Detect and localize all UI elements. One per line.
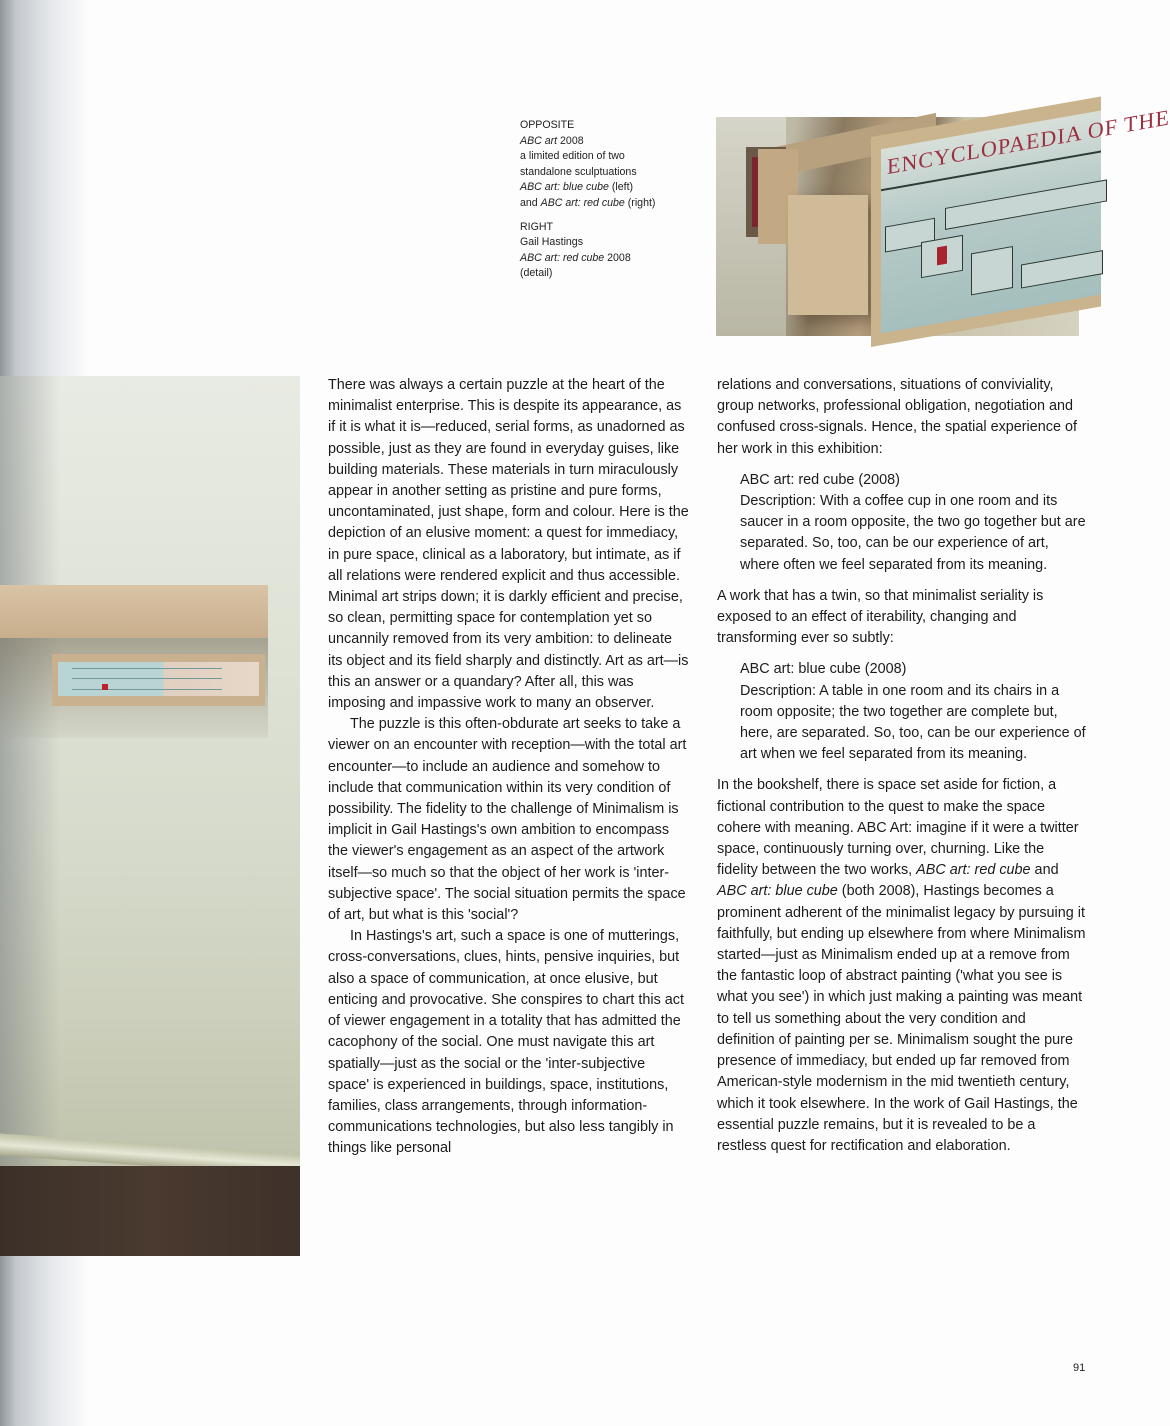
- photo-panel-line: [72, 678, 222, 679]
- figure-caption: [520, 118, 705, 282]
- caption-right-title: [520, 251, 705, 267]
- photo-red-cube: [937, 246, 947, 266]
- work-title: ABC art: blue cube (2008): [740, 661, 907, 678]
- photo-diagram-box: [945, 179, 1107, 230]
- paragraph: [717, 775, 1087, 1157]
- paragraph-text: In the bookshelf, there is space set aside for fiction, a fictional contribution to the quest to make the space cohere with meaning. ABC Art: imagine if it were a twitter space, continuously turning over, churning. Like the fidelity between the two works,: [717, 777, 1079, 879]
- caption-position: (left): [608, 181, 634, 194]
- caption-opposite-line: [520, 196, 705, 212]
- caption-opposite-line: a limited edition of two: [520, 150, 625, 163]
- photo-display-panel: [58, 662, 259, 696]
- caption-right-label: RIGHT: [520, 220, 553, 233]
- photo-panel-line: [72, 689, 222, 690]
- caption-right-artist: Gail Hastings: [520, 236, 583, 249]
- work-description-red-cube: [740, 470, 1087, 576]
- artwork-photo-gallery-wall: [0, 376, 300, 1247]
- work-title: ABC art: red cube (2008): [740, 471, 900, 488]
- caption-right-detail: (detail): [520, 267, 553, 280]
- photo-shelf-top: [0, 585, 268, 638]
- work-title-inline: ABC art: red cube: [916, 862, 1031, 879]
- photo-display-frame: [871, 96, 1170, 347]
- paragraph: The puzzle is this often-obdurate art seeks to take a viewer on an encounter with reception—with the total art encounter—to include an audience and somehow to include that communication within its very condition of possibility. The fidelity to the challenge of Minimalism is implicit in Gail Hastings's own ambition to encompass the viewer's engagement as an aspect of the artwork itself—so much so that the object of her work is 'inter-subjective space'. The social situation permits the space of art, but what is this 'social'?: [328, 716, 687, 924]
- caption-opposite-line: [520, 180, 705, 196]
- caption-position: (right): [624, 196, 656, 209]
- work-description-blue-cube: [740, 659, 1087, 765]
- artwork-photo-detail: [716, 104, 1170, 336]
- paragraph-text: (both 2008), Hastings becomes a prominent adherent of the minimalist legacy by pursuing it faithfully, but ending up elsewhere from where Minimalism started—just as Minimalism ended up at a remove from the fantastic loop of abstract painting ('what you see is what you see') in which just making a painting was meant to tell us something about the very condition and definition of painting per se. Minimalism sought the pure presence of immediacy, but ended up far removed from American-style modernism in the mid twentieth century, which it took elsewhere. In the work of Gail Hastings, the essential puzzle remains, but it is revealed to be a restless quest for rectification and elaboration.: [717, 883, 1086, 1154]
- body-text-right-column: [717, 375, 1087, 1157]
- paragraph: There was always a certain puzzle at the heart of the minimalist enterprise. This is despite its appearance, as if it is what it is—reduced, serial forms, as unadorned as possible, just as they are found in everyday guises, like building materials. These materials in turn miraculously appear in another setting as pristine and pure forms, uncontaminated, just shape, form and colour. Here is the depiction of an elusive moment: a quest for immediacy, in pure space, clinical as a laboratory, but intimate, as if all relations were rendered explicit and thus accessible. Minimal art strips down; it is darkly efficient and precise, so clean, permitting space for contemplation yet so uncannily removed from its very ambition: to delineate its object and its field sharply and distinctly. Art as art—is this an answer or a quandary? After all, this was imposing and impassive work to many an observer.: [328, 377, 689, 712]
- paragraph: In Hastings's art, such a space is one of mutterings, cross-conversations, clues, hints, pensive inquiries, but also a space of communication, at once elusive, but enticing and provocative. She conspires to chart this act of viewer engagement in a totality that has admitted the cacophony of the social. One must navigate this art spatially—just as the social or the 'inter-subjective space' is experienced in buildings, space, institutions, families, class arrangements, through information-communications technologies, but also less tangibly in things like personal: [328, 928, 684, 1157]
- caption-work-title: ABC art: red cube: [520, 251, 605, 264]
- photo-lettering: ENCYCLOPAEDIA OF THE: [887, 104, 1170, 180]
- caption-opposite-title: [520, 134, 705, 150]
- caption-title-year: 2008: [604, 251, 631, 264]
- photo-red-cube: [102, 684, 108, 690]
- photo-wood-cube: [788, 195, 868, 315]
- paragraph: A work that has a twin, so that minimalist seriality is exposed to an effect of iterability, changing and transforming ever so subtly:: [717, 587, 1044, 647]
- photo-shade: [0, 376, 60, 1247]
- photo-diagram-panel: [881, 104, 1170, 333]
- work-description: Description: A table in one room and its chairs in a room opposite; the two together are complete but, here, are separated. So, too, can be our experience of art when we feel separated from its meaning.: [740, 682, 1086, 763]
- caption-conjunction: and: [520, 196, 541, 209]
- caption-work-title: ABC art: red cube: [540, 196, 625, 209]
- photo-panel-line: [72, 668, 222, 669]
- work-description: Description: With a coffee cup in one room and its saucer in a room opposite, the two go together but are separated. So, too, can be our experience of art, where often we feel separated from its meaning.: [740, 493, 1086, 573]
- paragraph-text: and: [1030, 862, 1059, 879]
- page-number: 91: [1073, 1362, 1086, 1374]
- photo-diagram-box: [1021, 250, 1103, 288]
- caption-opposite-label: OPPOSITE: [520, 119, 575, 131]
- caption-work-title: ABC art: blue cube: [520, 181, 609, 194]
- body-text-left-column: [328, 375, 690, 1160]
- paragraph: relations and conversations, situations of conviviality, group networks, professional obligation, negotiation and confused cross-signals. Hence, the spatial experience of her work in this exhibition:: [717, 377, 1077, 457]
- photo-diagram-box: [971, 246, 1013, 295]
- caption-opposite-line: standalone sculptuations: [520, 165, 637, 178]
- caption-title-italic: ABC art: [520, 134, 558, 147]
- work-title-inline: ABC art: blue cube: [717, 883, 838, 900]
- photo-floor: [0, 1166, 300, 1256]
- photo-display-box: [52, 654, 265, 706]
- caption-title-year: 2008: [557, 134, 584, 147]
